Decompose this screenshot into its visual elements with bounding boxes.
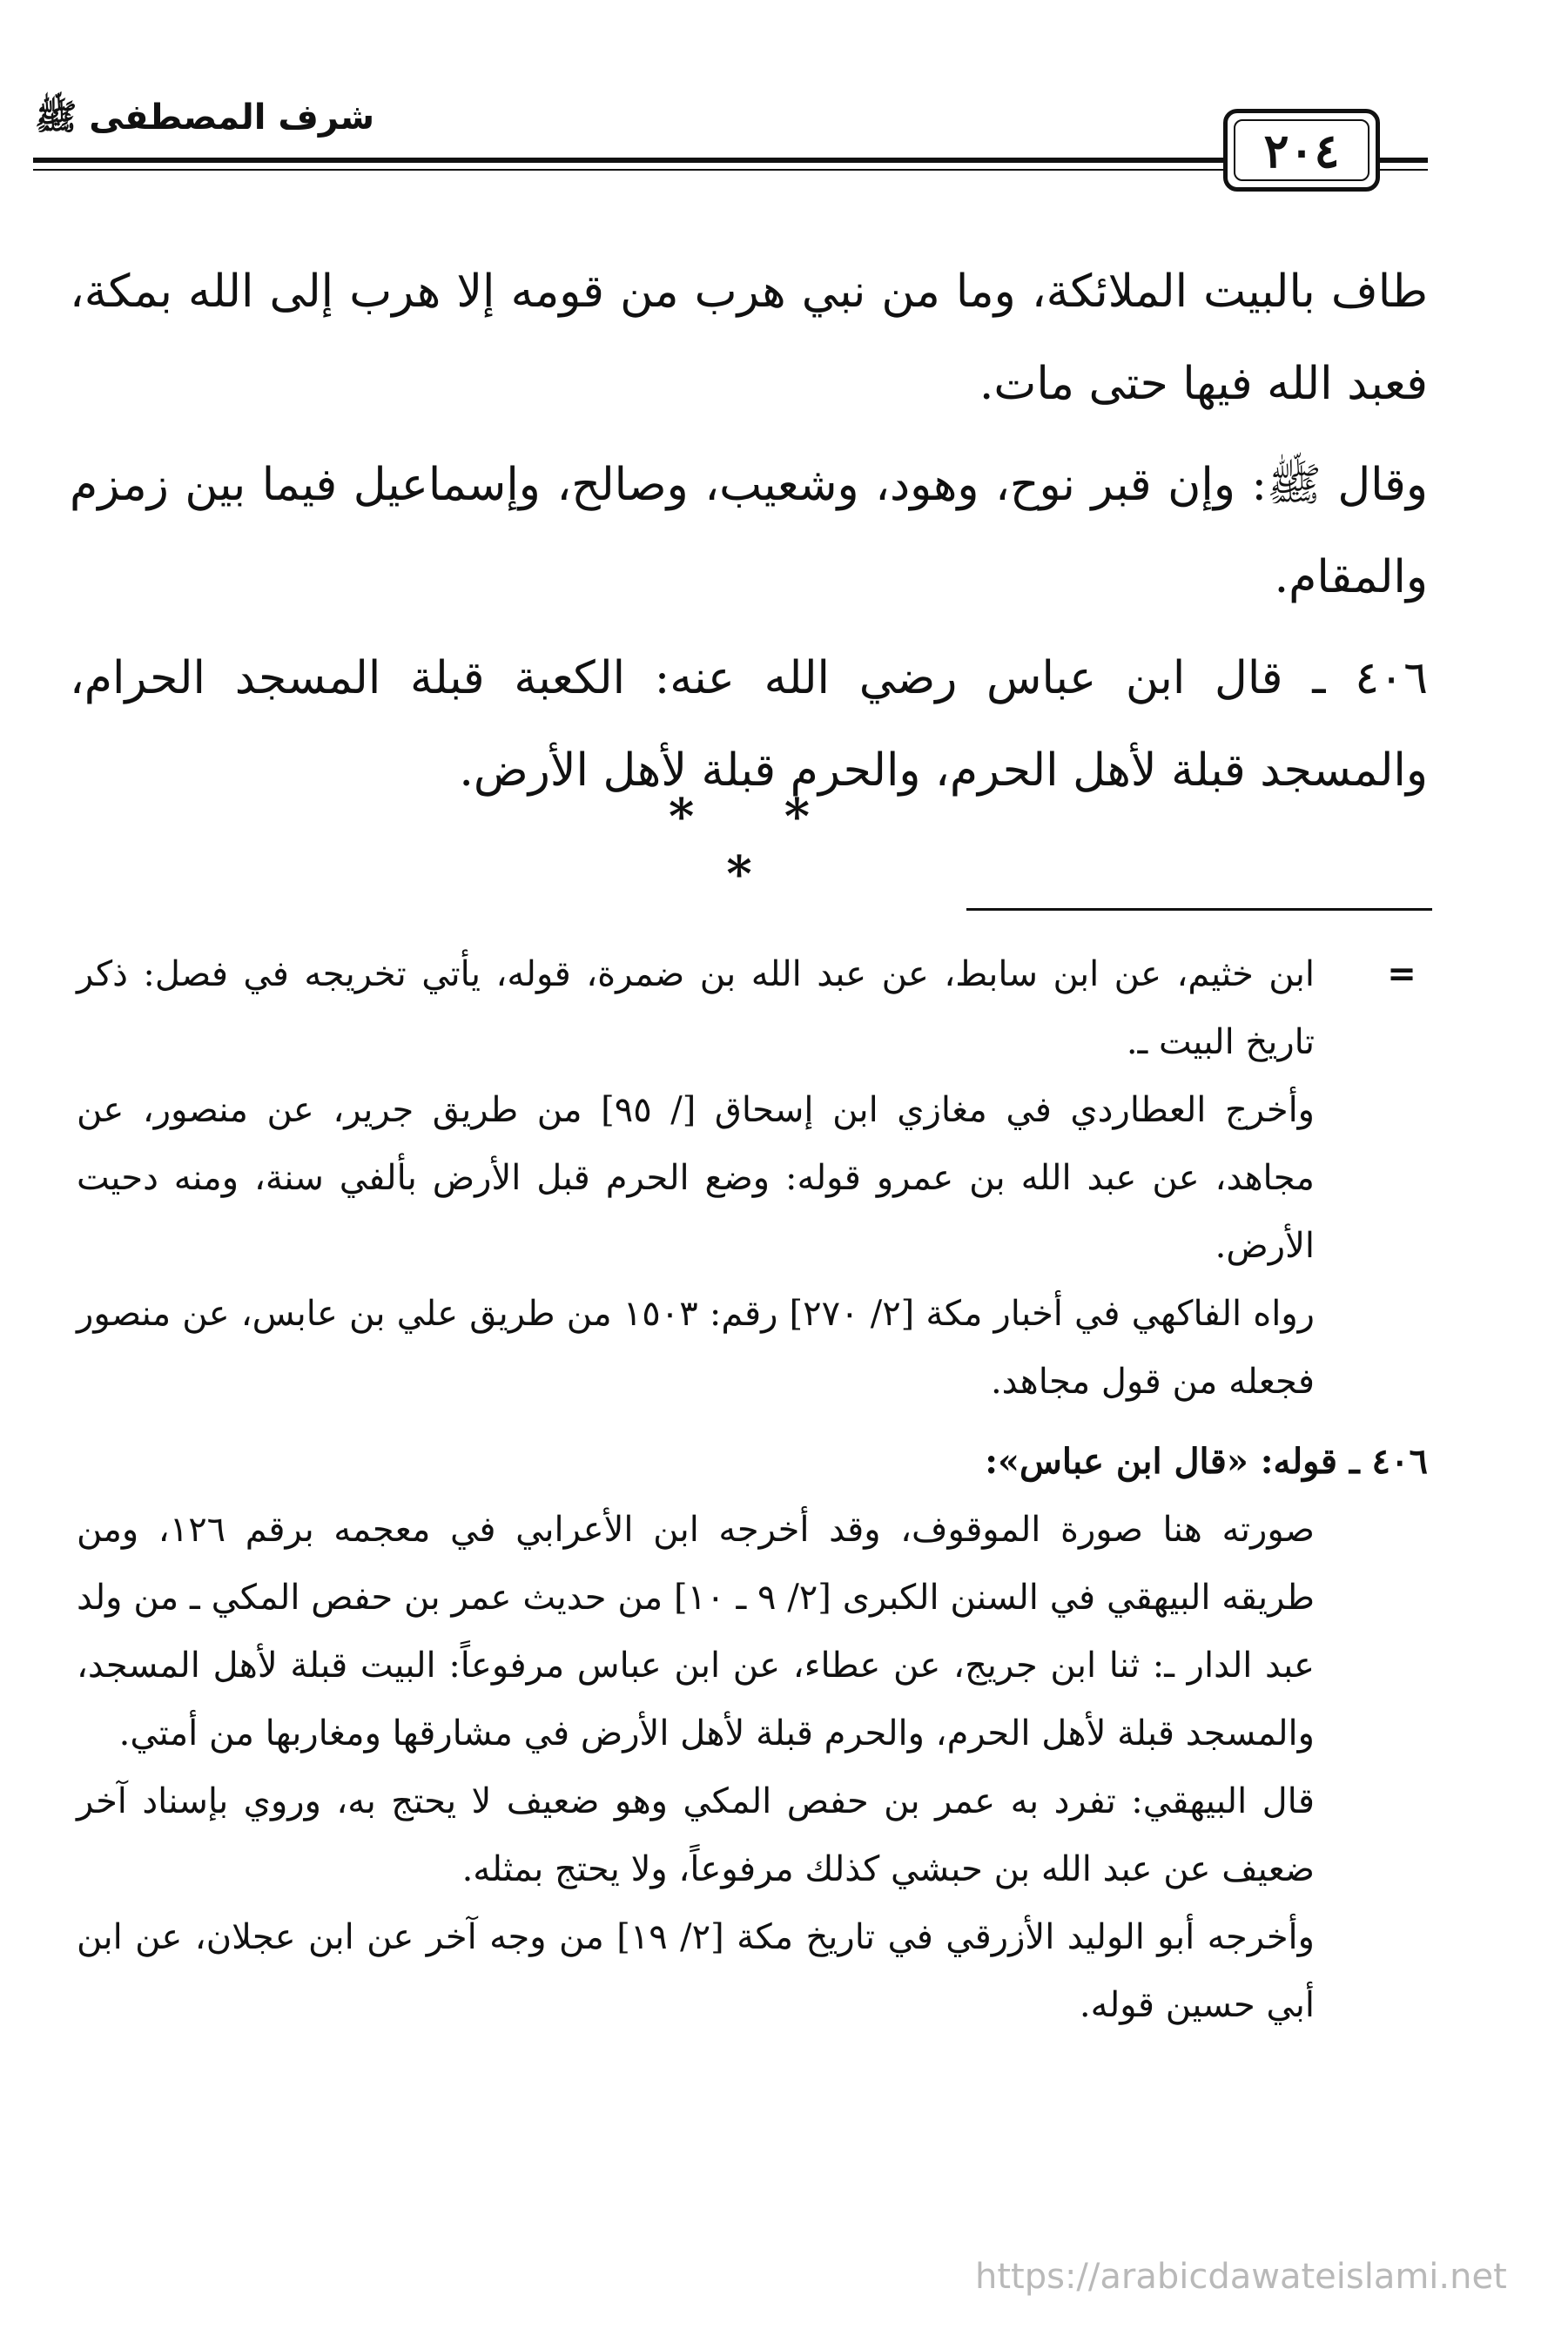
main-paragraph: طاف بالبيت الملائكة، وما من نبي هرب من قومه إلا هرب إلى الله بمكة، فعبد الله فيها حتى مات. bbox=[70, 266, 1428, 410]
footnote-paragraph: صورته هنا صورة الموقوف، وقد أخرجه ابن الأعرابي في معجمه برقم ١٢٦، ومن طريقه البيهقي في السنن الكبرى [٢/ ٩ ـ ١٠] من حديث عمر بن حفص المكي ـ من ولد عبد الدار ـ: ثنا ابن جريج، عن عطاء، عن ابن عباس مرفوعاً: البيت قبلة لأهل المسجد، والمسجد قبلة لأهل الحرم، والحرم قبلة لأهل الأرض في مشارقها ومغاربها من أمتي. bbox=[77, 1510, 1316, 1753]
footnote-heading: ٤٠٦ ـ قوله: «قال ابن عباس»: bbox=[985, 1441, 1428, 1482]
footnote-paragraph: قال البيهقي: تفرد به عمر بن حفص المكي وهو ضعيف لا يحتج به، وروي بإسناد آخر ضعيف عن عبد الله بن حبشي كذلك مرفوعاً، ولا يحتج بمثله. bbox=[77, 1781, 1315, 1889]
running-head-title: شرف المصطفى ﷺ bbox=[35, 98, 375, 138]
footnote-paragraph bbox=[77, 940, 1428, 1076]
footnote-paragraph: وأخرج العطاردي في مغازي ابن إسحاق [/ ٩٥] من طريق جرير، عن منصور، عن مجاهد، عن عبد الله بن عمرو قوله: وضع الحرم قبل الأرض بألفي سنة، ومنه دحيت الأرض. bbox=[77, 1090, 1315, 1266]
watermark-url: https://arabicdawateislami.net bbox=[975, 2257, 1507, 2297]
footnotes bbox=[77, 940, 1428, 2039]
main-paragraph: ٤٠٦ ـ قال ابن عباس رضي الله عنه: الكعبة قبلة المسجد الحرام، والمسجد قبلة لأهل الحرم، والحرم قبلة لأهل الأرض. bbox=[70, 652, 1428, 797]
page-number-frame bbox=[1223, 109, 1380, 192]
footnote-rule bbox=[966, 908, 1432, 911]
section-separator: * * * bbox=[668, 788, 847, 903]
footnote-paragraph: رواه الفاكهي في أخبار مكة [٢/ ٢٧٠] رقم: ١٥٠٣ من طريق علي بن عابس، عن منصور فجعله من قول مجاهد. bbox=[77, 1294, 1315, 1402]
continuation-mark: = bbox=[1387, 954, 1417, 994]
header-rule-thick bbox=[33, 158, 1428, 163]
main-text bbox=[70, 246, 1428, 817]
page-number: ٢٠٤ bbox=[1263, 123, 1340, 178]
main-paragraph: وقال ﷺ: وإن قبر نوح، وهود، وشعيب، وصالح، وإسماعيل فيما بين زمزم والمقام. bbox=[70, 459, 1428, 603]
footnote-paragraph: وأخرجه أبو الوليد الأزرقي في تاريخ مكة [٢/ ١٩] من وجه آخر عن ابن عجلان، عن ابن أبي حسين قوله. bbox=[77, 1917, 1315, 2025]
header-rule-thin bbox=[33, 169, 1428, 171]
footnote-text: ابن خثيم، عن ابن سابط، عن عبد الله بن ضمرة، قوله، يأتي تخريجه في فصل: ذكر تاريخ البيت ـ. bbox=[77, 954, 1315, 1062]
